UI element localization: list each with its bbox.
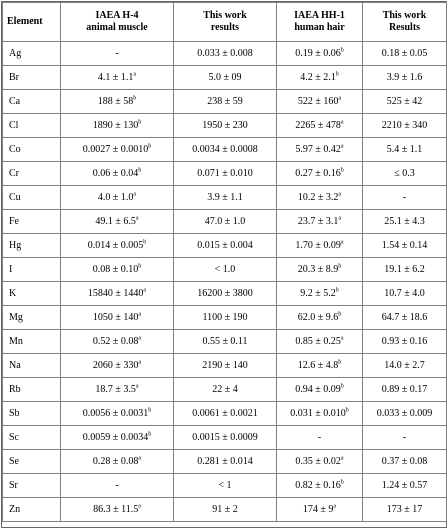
cell-this-work-2 bbox=[363, 330, 447, 354]
cell-this-work-1 bbox=[174, 114, 277, 138]
header-this-work-1-line-1: This work bbox=[203, 10, 247, 21]
cell-this-work-2 bbox=[363, 114, 447, 138]
header-element-line-1: Element bbox=[7, 16, 43, 27]
table-frame bbox=[1, 1, 447, 528]
cell-this-work-1 bbox=[174, 402, 277, 426]
cell-this-work-1-value: 0.033 ± 0.008 bbox=[197, 47, 253, 59]
cell-element bbox=[3, 234, 61, 258]
footnote-marker: a bbox=[138, 359, 142, 366]
cell-this-work-2 bbox=[363, 498, 447, 522]
table-body bbox=[3, 42, 447, 522]
cell-element bbox=[3, 282, 61, 306]
cell-this-work-2-value: 5.4 ± 1.1 bbox=[386, 143, 423, 155]
cell-this-work-1-value: 2190 ± 140 bbox=[202, 359, 248, 371]
cell-this-work-2-value: 1.24 ± 0.57 bbox=[381, 479, 428, 491]
cell-this-work-1-value: 0.281 ± 0.014 bbox=[197, 455, 253, 467]
cell-element bbox=[3, 186, 61, 210]
cell-iaea-hh1-value: - bbox=[317, 431, 322, 443]
cell-this-work-1 bbox=[174, 306, 277, 330]
cell-iaea-h4 bbox=[61, 234, 174, 258]
header-iaea-hh1-line-1: IAEA HH-1 bbox=[294, 10, 345, 21]
cell-element bbox=[3, 450, 61, 474]
footnote-marker: a bbox=[340, 455, 344, 462]
cell-this-work-1 bbox=[174, 258, 277, 282]
cell-this-work-1-value: 5.0 ± 09 bbox=[208, 71, 242, 83]
footnote-marker: b bbox=[340, 47, 344, 54]
cell-this-work-2-value: 64.7 ± 18.6 bbox=[381, 311, 428, 323]
table-row bbox=[3, 186, 447, 210]
cell-iaea-hh1 bbox=[277, 114, 363, 138]
cell-this-work-2 bbox=[363, 90, 447, 114]
table-row bbox=[3, 162, 447, 186]
cell-element-value: Rb bbox=[9, 383, 21, 395]
footnote-marker: b bbox=[138, 263, 142, 270]
cell-this-work-2 bbox=[363, 450, 447, 474]
cell-iaea-hh1 bbox=[277, 186, 363, 210]
cell-element bbox=[3, 114, 61, 138]
cell-iaea-h4 bbox=[61, 330, 174, 354]
cell-this-work-2 bbox=[363, 306, 447, 330]
header-iaea-hh1-line-2: human hair bbox=[294, 22, 345, 33]
footnote-marker: a bbox=[138, 503, 141, 510]
cell-iaea-hh1 bbox=[277, 66, 363, 90]
cell-iaea-hh1 bbox=[277, 138, 363, 162]
footnote-marker: a bbox=[340, 239, 344, 246]
table-row bbox=[3, 258, 447, 282]
header-this-work-1-line-2: results bbox=[210, 22, 240, 33]
cell-iaea-h4 bbox=[61, 66, 174, 90]
cell-element-value: Br bbox=[9, 71, 19, 83]
table-row bbox=[3, 330, 447, 354]
cell-element bbox=[3, 42, 61, 66]
elements-comparison-table bbox=[2, 2, 447, 522]
table-row bbox=[3, 378, 447, 402]
cell-iaea-h4-value: 0.014 ± 0.005 bbox=[87, 239, 144, 251]
footnote-marker: b bbox=[338, 311, 342, 318]
table-row bbox=[3, 234, 447, 258]
cell-iaea-h4 bbox=[61, 186, 174, 210]
cell-iaea-hh1 bbox=[277, 42, 363, 66]
footnote-marker: a bbox=[133, 71, 137, 78]
footnote-marker: b bbox=[340, 383, 344, 390]
cell-element-value: Cl bbox=[9, 119, 19, 131]
cell-iaea-h4 bbox=[61, 450, 174, 474]
cell-this-work-1 bbox=[174, 282, 277, 306]
cell-iaea-h4-value: - bbox=[115, 47, 119, 59]
cell-this-work-1-value: 0.015 ± 0.004 bbox=[197, 239, 253, 251]
cell-iaea-hh1 bbox=[277, 378, 363, 402]
cell-iaea-h4 bbox=[61, 498, 174, 522]
cell-iaea-hh1-value: 10.2 ± 3.2 bbox=[297, 191, 339, 203]
cell-this-work-2-value: 0.89 ± 0.17 bbox=[381, 383, 428, 395]
cell-iaea-hh1 bbox=[277, 450, 363, 474]
cell-this-work-2-value: 14.0 ± 2.7 bbox=[384, 359, 425, 371]
cell-this-work-2 bbox=[363, 474, 447, 498]
footnote-marker: b bbox=[143, 239, 147, 246]
table-row bbox=[3, 306, 447, 330]
footnote-marker: b bbox=[345, 407, 349, 414]
cell-iaea-hh1-value: 0.031 ± 0.010 bbox=[290, 407, 346, 419]
cell-iaea-h4 bbox=[61, 402, 174, 426]
cell-this-work-1-value: 1950 ± 230 bbox=[202, 119, 248, 131]
cell-iaea-h4-value: 1050 ± 140 bbox=[92, 311, 139, 323]
table-row bbox=[3, 450, 447, 474]
cell-iaea-h4 bbox=[61, 90, 174, 114]
footnote-marker: b bbox=[138, 119, 142, 126]
table-row bbox=[3, 42, 447, 66]
cell-this-work-1 bbox=[174, 138, 277, 162]
cell-this-work-1-value: 47.0 ± 1.0 bbox=[204, 215, 246, 227]
cell-iaea-hh1-value: 23.7 ± 3.1 bbox=[297, 215, 339, 227]
cell-iaea-hh1 bbox=[277, 402, 363, 426]
cell-iaea-h4-value: 1890 ± 130 bbox=[92, 119, 139, 131]
cell-iaea-h4 bbox=[61, 474, 174, 498]
cell-this-work-1-value: 22 ± 4 bbox=[212, 383, 238, 395]
cell-iaea-h4-value: 0.0059 ± 0.0034 bbox=[82, 431, 149, 443]
footnote-marker: a bbox=[340, 143, 344, 150]
cell-element bbox=[3, 90, 61, 114]
cell-this-work-1-value: 0.0061 ± 0.0021 bbox=[192, 407, 258, 419]
cell-element-value: I bbox=[9, 263, 13, 275]
cell-iaea-h4-value: 0.08 ± 0.10 bbox=[92, 263, 139, 275]
cell-iaea-h4 bbox=[61, 354, 174, 378]
table-row bbox=[3, 66, 447, 90]
cell-this-work-1 bbox=[174, 498, 277, 522]
cell-this-work-1 bbox=[174, 66, 277, 90]
cell-this-work-2 bbox=[363, 258, 447, 282]
cell-this-work-1 bbox=[174, 42, 277, 66]
cell-iaea-hh1-value: 20.3 ± 8.9 bbox=[297, 263, 339, 275]
cell-iaea-h4-value: 0.52 ± 0.08 bbox=[92, 335, 139, 347]
cell-iaea-h4 bbox=[61, 162, 174, 186]
cell-element-value: Mg bbox=[9, 311, 23, 323]
cell-iaea-hh1 bbox=[277, 282, 363, 306]
table-row bbox=[3, 90, 447, 114]
table-row bbox=[3, 282, 447, 306]
footnote-marker: b bbox=[335, 287, 339, 294]
footnote-marker: b bbox=[148, 431, 152, 438]
cell-iaea-hh1-value: 9.2 ± 5.2 bbox=[300, 287, 336, 299]
cell-element-value: Na bbox=[9, 359, 21, 371]
cell-this-work-2-value: 173 ± 17 bbox=[386, 503, 423, 515]
cell-this-work-2-value: 0.18 ± 0.05 bbox=[381, 47, 428, 59]
cell-element-value: Mn bbox=[9, 335, 23, 347]
cell-iaea-h4 bbox=[61, 114, 174, 138]
footnote-marker: a bbox=[333, 503, 337, 510]
footnote-marker: a bbox=[143, 287, 147, 294]
table-row bbox=[3, 354, 447, 378]
cell-iaea-h4-value: 0.0027 ± 0.0010 bbox=[82, 143, 149, 155]
header-iaea-h4-line-1: IAEA H-4 bbox=[95, 10, 139, 21]
cell-this-work-2 bbox=[363, 354, 447, 378]
cell-element-value: K bbox=[9, 287, 17, 299]
cell-iaea-h4 bbox=[61, 378, 174, 402]
cell-this-work-1 bbox=[174, 186, 277, 210]
header-iaea-h4 bbox=[61, 3, 174, 42]
header-this-work-2-line-1: This work bbox=[382, 10, 427, 21]
header-this-work-1 bbox=[174, 3, 277, 42]
cell-this-work-2-value: 25.1 ± 4.3 bbox=[384, 215, 425, 227]
cell-this-work-2 bbox=[363, 426, 447, 450]
cell-this-work-2 bbox=[363, 186, 447, 210]
header-iaea-hh1 bbox=[277, 3, 363, 42]
table-row bbox=[3, 138, 447, 162]
table-row bbox=[3, 474, 447, 498]
cell-element bbox=[3, 474, 61, 498]
cell-iaea-hh1-value: 1.70 ± 0.09 bbox=[295, 239, 341, 251]
cell-iaea-hh1 bbox=[277, 258, 363, 282]
cell-iaea-hh1 bbox=[277, 162, 363, 186]
cell-element bbox=[3, 258, 61, 282]
cell-iaea-hh1-value: 62.0 ± 9.6 bbox=[297, 311, 339, 323]
cell-this-work-1 bbox=[174, 90, 277, 114]
cell-this-work-2-value: 0.033 ± 0.009 bbox=[376, 407, 433, 419]
cell-this-work-1-value: 91 ± 2 bbox=[212, 503, 238, 515]
cell-this-work-1-value: < 1.0 bbox=[214, 263, 236, 275]
cell-this-work-2-value: 525 ± 42 bbox=[386, 95, 423, 107]
cell-this-work-1 bbox=[174, 330, 277, 354]
cell-this-work-2-value: 0.37 ± 0.08 bbox=[381, 455, 428, 467]
table-row bbox=[3, 402, 447, 426]
cell-element bbox=[3, 138, 61, 162]
cell-this-work-1-value: 0.0015 ± 0.0009 bbox=[192, 431, 258, 443]
cell-this-work-1 bbox=[174, 162, 277, 186]
cell-this-work-2-value: 3.9 ± 1.6 bbox=[386, 71, 423, 83]
cell-this-work-2 bbox=[363, 402, 447, 426]
cell-element-value: Fe bbox=[9, 215, 19, 227]
cell-iaea-hh1-value: 0.82 ± 0.16 bbox=[295, 479, 341, 491]
cell-this-work-1-value: 0.0034 ± 0.0008 bbox=[192, 143, 258, 155]
cell-iaea-h4 bbox=[61, 282, 174, 306]
cell-iaea-h4-value: 0.28 ± 0.08 bbox=[92, 455, 139, 467]
cell-element-value: Sb bbox=[9, 407, 20, 419]
cell-this-work-2 bbox=[363, 378, 447, 402]
table-row bbox=[3, 210, 447, 234]
cell-iaea-h4 bbox=[61, 258, 174, 282]
cell-this-work-1-value: 16200 ± 3800 bbox=[197, 287, 253, 299]
cell-iaea-hh1 bbox=[277, 210, 363, 234]
footnote-marker: a bbox=[340, 335, 344, 342]
cell-element-value: Zn bbox=[9, 503, 21, 515]
header-this-work-2-line-2: Results bbox=[388, 22, 421, 33]
cell-element bbox=[3, 162, 61, 186]
footnote-marker: a bbox=[138, 335, 142, 342]
cell-element-value: Sc bbox=[9, 431, 19, 443]
cell-iaea-hh1-value: 2265 ± 478 bbox=[295, 119, 341, 131]
cell-iaea-h4 bbox=[61, 306, 174, 330]
cell-this-work-2 bbox=[363, 42, 447, 66]
footnote-marker: a bbox=[338, 191, 342, 198]
cell-iaea-hh1-value: 0.19 ± 0.06 bbox=[295, 47, 341, 59]
header-row bbox=[3, 3, 447, 42]
cell-element bbox=[3, 330, 61, 354]
footnote-marker: a bbox=[135, 215, 139, 222]
footnote-marker: b bbox=[148, 143, 152, 150]
cell-this-work-1 bbox=[174, 474, 277, 498]
cell-this-work-2-value: 2210 ± 340 bbox=[381, 119, 428, 131]
cell-iaea-hh1 bbox=[277, 354, 363, 378]
cell-iaea-hh1-value: 0.85 ± 0.25 bbox=[295, 335, 341, 347]
cell-this-work-2 bbox=[363, 162, 447, 186]
cell-this-work-1 bbox=[174, 234, 277, 258]
footnote-marker: a bbox=[338, 95, 342, 102]
cell-this-work-2 bbox=[363, 210, 447, 234]
footnote-marker: b bbox=[148, 407, 152, 414]
header-this-work-2 bbox=[363, 3, 447, 42]
cell-this-work-1 bbox=[174, 210, 277, 234]
cell-iaea-hh1 bbox=[277, 498, 363, 522]
cell-iaea-h4-value: 0.0056 ± 0.0031 bbox=[82, 407, 149, 419]
cell-this-work-1 bbox=[174, 378, 277, 402]
cell-this-work-1-value: 0.071 ± 0.010 bbox=[197, 167, 253, 179]
cell-iaea-hh1-value: 522 ± 160 bbox=[297, 95, 339, 107]
cell-iaea-hh1-value: 0.35 ± 0.02 bbox=[295, 455, 341, 467]
cell-this-work-2-value: 10.7 ± 4.0 bbox=[384, 287, 425, 299]
cell-element bbox=[3, 378, 61, 402]
footnote-marker: a bbox=[138, 311, 142, 318]
footnote-marker: a bbox=[133, 191, 137, 198]
cell-element-value: Sr bbox=[9, 479, 18, 491]
cell-this-work-1-value: 1100 ± 190 bbox=[202, 311, 248, 323]
footnote-marker: a bbox=[338, 215, 342, 222]
footnote-marker: b bbox=[340, 479, 344, 486]
cell-iaea-hh1-value: 0.94 ± 0.09 bbox=[295, 383, 341, 395]
cell-iaea-hh1 bbox=[277, 426, 363, 450]
header-iaea-h4-line-2: animal muscle bbox=[86, 22, 148, 33]
cell-this-work-1-value: < 1 bbox=[218, 479, 232, 491]
cell-iaea-h4 bbox=[61, 426, 174, 450]
cell-this-work-2-value: - bbox=[402, 431, 407, 443]
cell-this-work-1 bbox=[174, 426, 277, 450]
cell-this-work-1-value: 238 ± 59 bbox=[207, 95, 243, 107]
cell-iaea-h4-value: 2060 ± 330 bbox=[92, 359, 139, 371]
cell-element bbox=[3, 306, 61, 330]
footnote-marker: b bbox=[338, 263, 342, 270]
cell-iaea-h4-value: 188 ± 58 bbox=[97, 95, 134, 107]
cell-iaea-h4-value: 4.1 ± 1.1 bbox=[97, 71, 134, 83]
cell-this-work-2-value: - bbox=[402, 191, 407, 203]
table-row bbox=[3, 498, 447, 522]
footnote-marker: a bbox=[138, 455, 142, 462]
cell-element-value: Hg bbox=[9, 239, 22, 251]
cell-this-work-2 bbox=[363, 282, 447, 306]
cell-iaea-hh1 bbox=[277, 90, 363, 114]
cell-iaea-h4 bbox=[61, 138, 174, 162]
footnote-marker: b bbox=[340, 167, 344, 174]
cell-this-work-2-value: 1.54 ± 0.14 bbox=[381, 239, 428, 251]
cell-element-value: Se bbox=[9, 455, 19, 467]
cell-this-work-1 bbox=[174, 450, 277, 474]
cell-element-value: Cr bbox=[9, 167, 19, 179]
cell-element-value: Ca bbox=[9, 95, 21, 107]
cell-element-value: Ag bbox=[9, 47, 22, 59]
cell-iaea-h4-value: 4.0 ± 1.0 bbox=[97, 191, 134, 203]
cell-this-work-2-value: 19.1 ± 6.2 bbox=[384, 263, 425, 275]
cell-iaea-h4-value: 49.1 ± 6.5 bbox=[95, 215, 136, 227]
cell-iaea-hh1 bbox=[277, 306, 363, 330]
cell-this-work-1 bbox=[174, 354, 277, 378]
cell-iaea-h4-value: 86.3 ± 11.5 bbox=[93, 503, 139, 515]
cell-iaea-hh1 bbox=[277, 330, 363, 354]
cell-iaea-h4-value: - bbox=[115, 479, 119, 491]
cell-iaea-h4 bbox=[61, 210, 174, 234]
cell-iaea-h4-value: 0.06 ± 0.04 bbox=[92, 167, 139, 179]
cell-element-value: Cu bbox=[9, 191, 21, 203]
cell-element-value: Co bbox=[9, 143, 21, 155]
cell-this-work-1-value: 3.9 ± 1.1 bbox=[207, 191, 243, 203]
footnote-marker: a bbox=[340, 119, 344, 126]
cell-this-work-1-value: 0.55 ± 0.11 bbox=[202, 335, 248, 347]
cell-element bbox=[3, 210, 61, 234]
cell-iaea-hh1-value: 0.27 ± 0.16 bbox=[295, 167, 341, 179]
cell-iaea-h4 bbox=[61, 42, 174, 66]
cell-this-work-2 bbox=[363, 234, 447, 258]
cell-this-work-2-value: ≤ 0.3 bbox=[394, 167, 415, 179]
cell-this-work-2 bbox=[363, 138, 447, 162]
cell-iaea-hh1 bbox=[277, 474, 363, 498]
cell-iaea-hh1-value: 5.97 ± 0.42 bbox=[295, 143, 341, 155]
cell-element bbox=[3, 498, 61, 522]
cell-this-work-2 bbox=[363, 66, 447, 90]
footnote-marker: b bbox=[338, 359, 342, 366]
footnote-marker: b bbox=[133, 95, 137, 102]
cell-iaea-h4-value: 15840 ± 1440 bbox=[87, 287, 144, 299]
cell-iaea-hh1 bbox=[277, 234, 363, 258]
cell-iaea-hh1-value: 12.6 ± 4.8 bbox=[297, 359, 339, 371]
table-row bbox=[3, 426, 447, 450]
cell-iaea-hh1-value: 174 ± 9 bbox=[302, 503, 334, 515]
cell-element bbox=[3, 66, 61, 90]
cell-iaea-h4-value: 18.7 ± 3.5 bbox=[95, 383, 136, 395]
table-row bbox=[3, 114, 447, 138]
cell-this-work-2-value: 0.93 ± 0.16 bbox=[381, 335, 428, 347]
cell-element bbox=[3, 354, 61, 378]
cell-element bbox=[3, 426, 61, 450]
cell-iaea-hh1-value: 4.2 ± 2.1 bbox=[300, 71, 336, 83]
footnote-marker: b bbox=[138, 167, 142, 174]
footnote-marker: b bbox=[335, 71, 339, 78]
footnote-marker: a bbox=[135, 383, 139, 390]
cell-element bbox=[3, 402, 61, 426]
header-element bbox=[3, 3, 61, 42]
